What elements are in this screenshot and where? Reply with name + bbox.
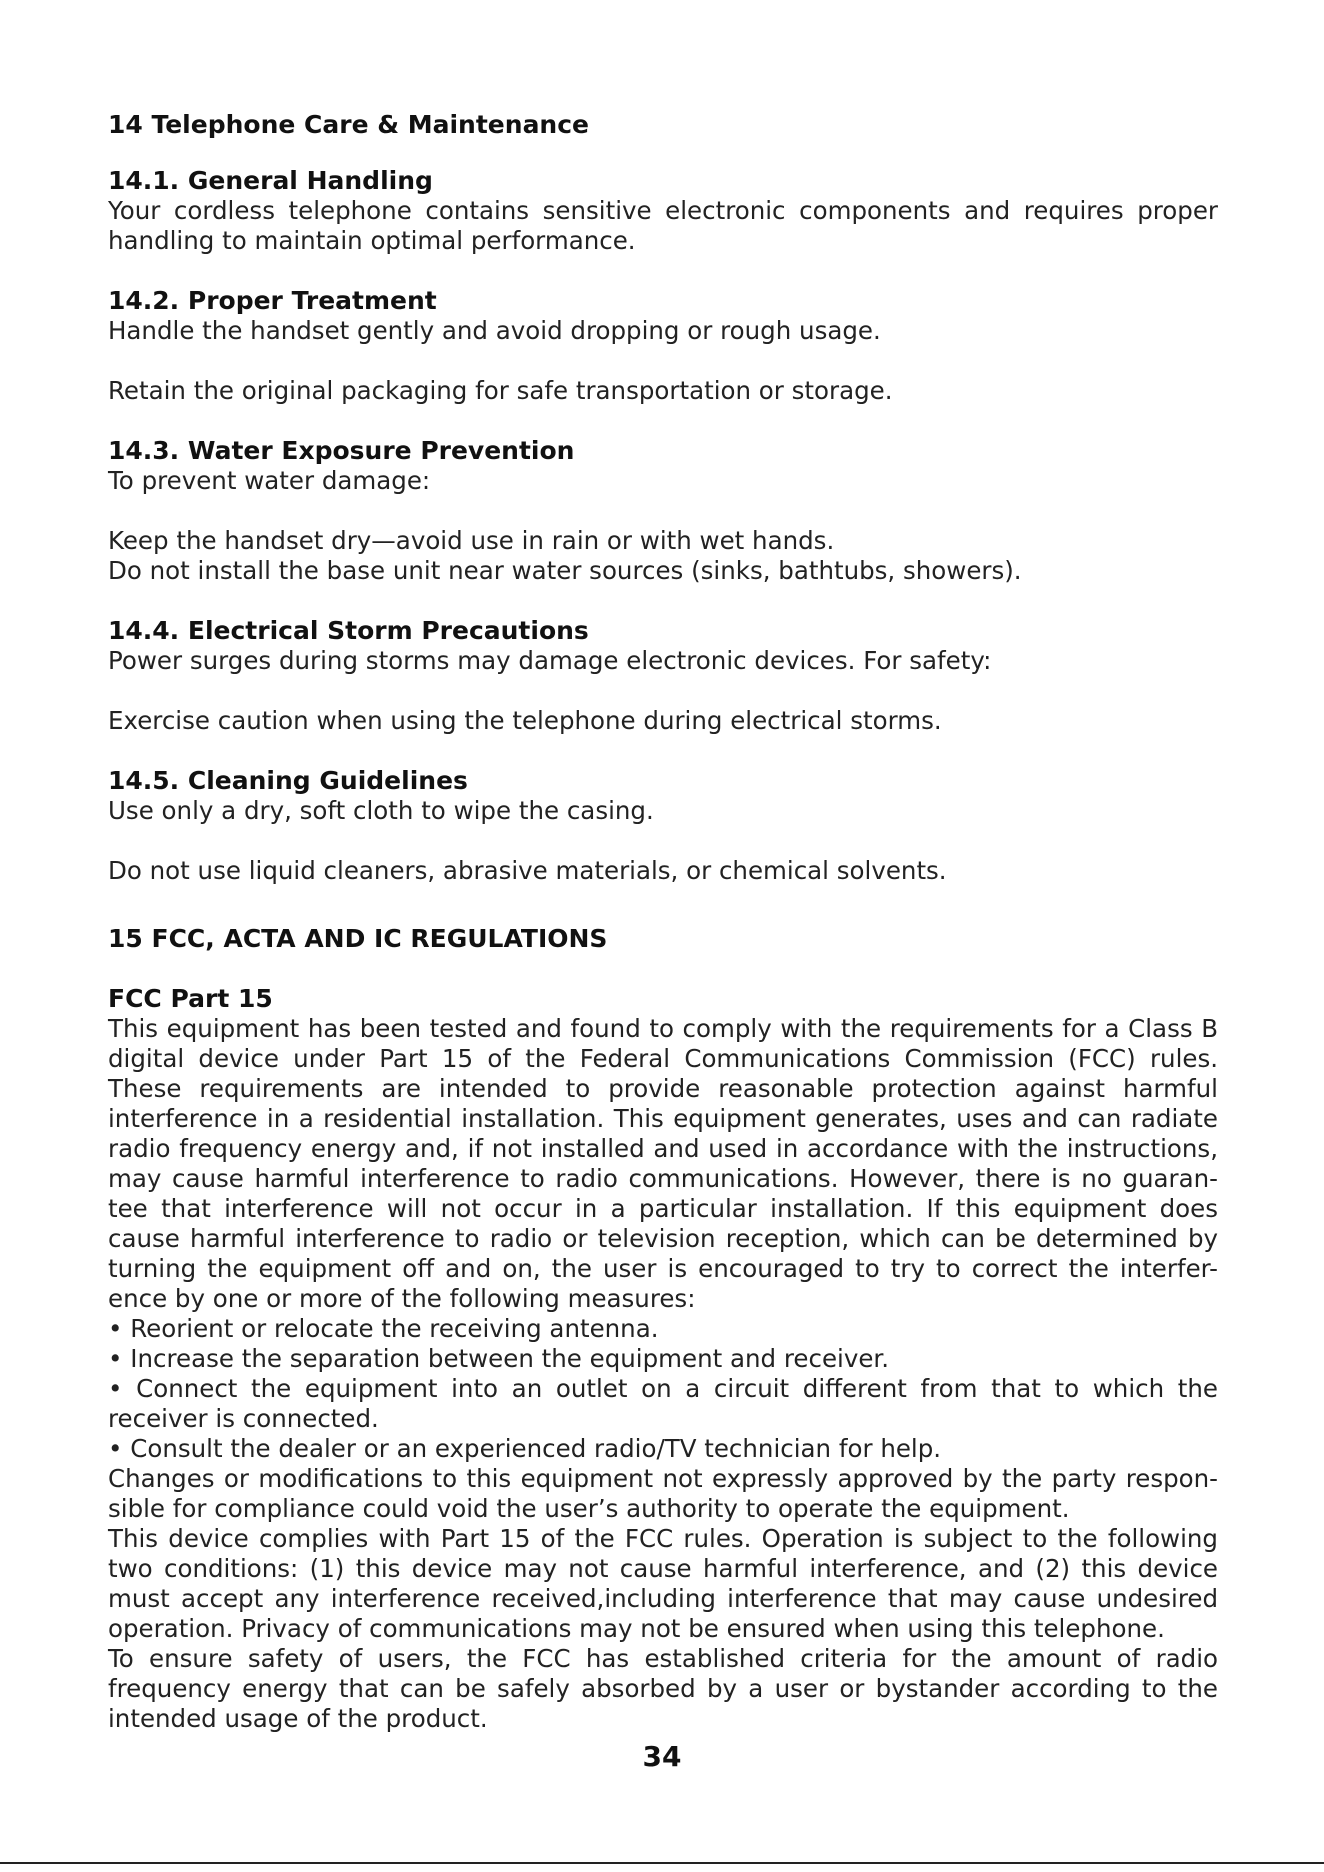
section-14-4-text-1: Power surges during storms may damage electronic devices. For safety:	[108, 646, 992, 675]
fcc-bullet-2: • Increase the separation between the equipment and receiver.	[108, 1344, 890, 1373]
section-14-3-heading: 14.3. Water Exposure Prevention	[108, 436, 575, 465]
fcc-bullet-1: • Reorient or relocate the receiving antenna.	[108, 1314, 659, 1343]
section-15-title: 15 FCC, ACTA AND IC REGULATIONS	[108, 924, 608, 953]
section-14-2-heading: 14.2. Proper Treatment	[108, 286, 437, 315]
section-14-2-text-2: Retain the original packaging for safe transportation or storage.	[108, 376, 893, 405]
section-14-3-text-2: Keep the handset dry—avoid use in rain or with wet hands.	[108, 526, 835, 555]
fcc-bullet-3: • Connect the equipment into an outlet on a circuit different from that to which the receiver is connected.	[108, 1374, 1218, 1433]
section-14-1-line-2: handling to maintain optimal performance.	[108, 226, 636, 255]
section-14-4-text-2: Exercise caution when using the telephone during electrical storms.	[108, 706, 942, 735]
section-14-1-line-1: Your cordless telephone contains sensitive electronic components and requires proper	[108, 196, 1218, 225]
section-14-4-heading: 14.4. Electrical Storm Precautions	[108, 616, 589, 645]
document-page	[108, 110, 1218, 1734]
section-14-5-text-1: Use only a dry, soft cloth to wipe the casing.	[108, 796, 654, 825]
page-number: 34	[642, 1740, 682, 1773]
section-14-3-text-3: Do not install the base unit near water sources (sinks, bathtubs, showers).	[108, 556, 1022, 585]
section-14-5-text-2: Do not use liquid cleaners, abrasive materials, or chemical solvents.	[108, 856, 947, 885]
fcc-bullet-4: • Consult the dealer or an experienced radio/TV technician for help.	[108, 1434, 942, 1463]
bottom-rule	[0, 1862, 1324, 1864]
section-14-2-text-1: Handle the handset gently and avoid dropping or rough usage.	[108, 316, 881, 345]
section-14-1-heading: 14.1. General Handling	[108, 166, 433, 195]
section-14-3-text-1: To prevent water damage:	[108, 466, 431, 495]
fcc-paragraph-1: This equipment has been tested and found to comply with the requirements for a Class B digital device under Part 15 of the Federal Communications Commission (FCC) rules. These requirements are intended to provide reasonable protection against harmful interference in a residential installation. This equipment generates, uses and can radiate radio frequency energy and, if not installed and used in accordance with the instructions, may cause harmful interference to radio communications. However, there is no guaran-tee that interference will not occur in a particular installation. If this equipment does cause harmful interference to radio or television reception, which can be determined by turning the equipment off and on, the user is encouraged to try to correct the interfer-ence by one or more of the following measures:	[108, 1014, 1218, 1313]
fcc-part-15-heading: FCC Part 15	[108, 984, 273, 1013]
fcc-paragraph-2: Changes or modifications to this equipment not expressly approved by the party respon-sible for compliance could void the user’s authority to operate the equipment.	[108, 1464, 1218, 1523]
section-14-title: 14 Telephone Care & Maintenance	[108, 110, 590, 139]
section-14-5-heading: 14.5. Cleaning Guidelines	[108, 766, 468, 795]
fcc-paragraph-3: This device complies with Part 15 of the FCC rules. Operation is subject to the following two conditions: (1) this device may not cause harmful interference, and (2) this device must accept any interference received,including interference that may cause undesired operation. Privacy of communications may not be ensured when using this telephone.	[108, 1524, 1218, 1643]
fcc-paragraph-4: To ensure safety of users, the FCC has established criteria for the amount of radio frequency energy that can be safely absorbed by a user or bystander according to the intended usage of the product.	[108, 1644, 1218, 1733]
